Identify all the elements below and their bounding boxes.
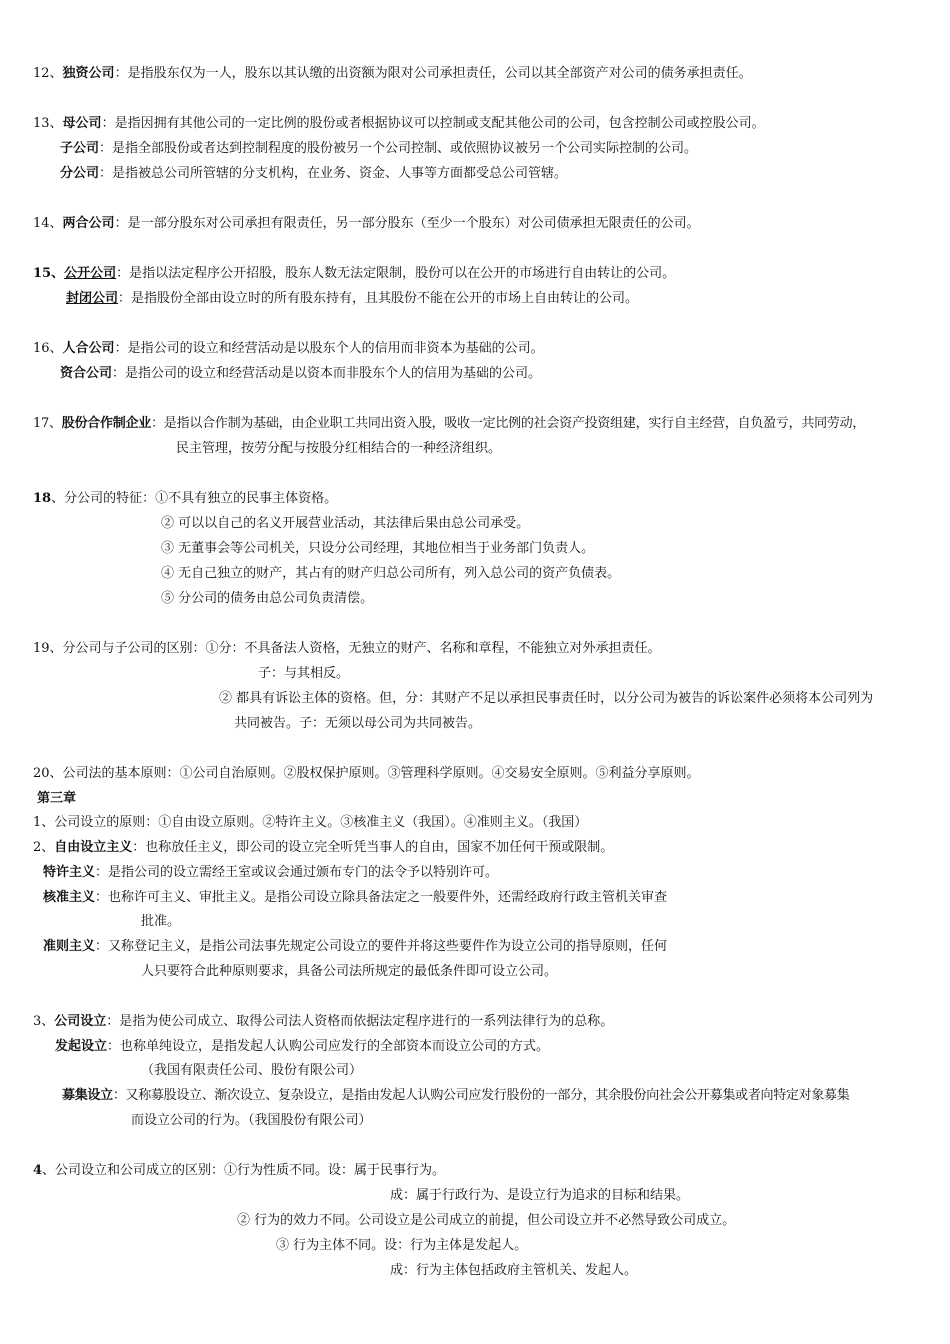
section-13-line-1 xyxy=(33,116,765,132)
definition-text: ：是指为使公司成立、取得公司法人资格而依据法定程序进行的一系列法律行为的总称。 xyxy=(106,1014,614,1029)
term-branch: 分公司 xyxy=(60,166,100,181)
chapter3-p3 xyxy=(33,1014,613,1030)
section-number: 16、 xyxy=(33,341,63,356)
definition-text: ：也称许可主义、审批主义。是指公司设立除具备法定之一般要件外，还需经政府行政主管机关审查 xyxy=(95,890,668,905)
term-person-company: 人合公司 xyxy=(62,341,115,356)
definition-text: ：也称单纯设立，是指发起人认购公司应发行的全部资本而设立公司的方式。 xyxy=(107,1039,550,1054)
definition-text: ：是指股份全部由设立时的所有股东持有，且其股份不能在公开的市场上自由转让的公司。 xyxy=(118,291,639,306)
term-promoter-establishment: 发起设立 xyxy=(55,1039,108,1054)
section-17-line-2: 民主管理，按劳分配与按股分红相结合的一种经济组织。 xyxy=(176,441,502,456)
term-norm-principle: 准则主义 xyxy=(43,939,96,954)
definition-text: ：是指公司的设立和经营活动是以资本而非股东个人的信用为基础的公司。 xyxy=(112,366,542,381)
term-capital-company: 资合公司 xyxy=(60,366,113,381)
chapter3-p4-line-3: ② 行为的效力不同。公司设立是公司成立的前提，但公司设立并不必然导致公司成立。 xyxy=(237,1213,736,1228)
chapter3-initiation-note: （我国有限责任公司、股份有限公司） xyxy=(141,1063,363,1078)
section-14-line xyxy=(33,216,700,232)
definition-text: 、公司设立和公司成立的区别：①行为性质不同。设：属于民事行为。 xyxy=(42,1163,446,1178)
section-number: 13、 xyxy=(33,116,63,131)
definition-text: ：又称登记主义，是指公司法事先规定公司设立的要件并将这些要件作为设立公司的指导原则，任何 xyxy=(95,939,668,954)
section-20-line: 20、公司法的基本原则：①公司自治原则。②股权保护原则。③管理科学原则。④交易安全原则。⑤利益分享原则。 xyxy=(33,766,700,781)
section-number: 17、 xyxy=(33,416,62,431)
section-16-line-1 xyxy=(33,341,544,357)
section-16-line-2 xyxy=(60,366,541,382)
chapter3-norm-line-1 xyxy=(43,939,667,955)
list-item: ③ 无董事会等公司机关，只设分公司经理，其地位相当于业务部门负责人。 xyxy=(161,541,595,556)
definition-text: ：是指全部股份或者达到控制程度的股份被另一个公司控制、或依照协议被另一个公司实际控制的公司。 xyxy=(99,141,698,156)
chapter3-norm-line-2: 人只要符合此种原则要求，具备公司法所规定的最低条件即可设立公司。 xyxy=(141,964,558,979)
term-free-establishment: 自由设立主义 xyxy=(54,840,133,855)
term-raising-establishment: 募集设立 xyxy=(62,1088,113,1103)
section-19-line-3: ② 都具有诉讼主体的资格。但，分：其财产不足以承担民事责任时，以分公司为被告的诉讼案件必须将本公司列为 xyxy=(219,691,874,706)
definition-text: ：是指公司的设立需经王室或议会通过颁布专门的法令予以特别许可。 xyxy=(95,865,499,880)
list-item: ⑤ 分公司的债务由总公司负责清偿。 xyxy=(161,591,374,606)
definition-text: ：是指股东仅为一人，股东以其认缴的出资额为限对公司承担责任，公司以其全部资产对公司的债务承担责任。 xyxy=(114,66,752,81)
chapter-title: 第三章 xyxy=(37,791,77,806)
chapter3-p4-line-1 xyxy=(33,1163,445,1179)
section-17-line-1 xyxy=(33,416,865,432)
section-18-line-1 xyxy=(33,491,337,507)
section-13-line-2 xyxy=(60,141,697,157)
term-joint-stock-coop: 股份合作制企业 xyxy=(61,416,152,431)
chapter3-p4-line-4: ③ 行为主体不同。设：行为主体是发起人。 xyxy=(276,1238,528,1253)
term-license-principle: 特许主义 xyxy=(43,865,96,880)
term-approval-principle: 核准主义 xyxy=(43,890,96,905)
chapter3-p4-line-2: 成：属于行政行为、是设立行为追求的目标和结果。 xyxy=(390,1188,690,1203)
chapter3-p4-line-5: 成：行为主体包括政府主管机关、发起人。 xyxy=(390,1263,638,1278)
section-19-line-2: 子：与其相反。 xyxy=(258,666,350,681)
section-number: 15、 xyxy=(33,266,65,281)
term-closed-company: 封闭公司 xyxy=(66,291,119,306)
definition-text: ：是指因拥有其他公司的一定比例的股份或者根据协议可以控制或支配其他公司的公司，包含控制公司或控股公司。 xyxy=(101,116,765,131)
section-15-line-2 xyxy=(66,291,638,307)
section-number: 2、 xyxy=(33,840,55,855)
section-number: 3、 xyxy=(33,1014,55,1029)
term-subsidiary: 子公司 xyxy=(60,141,100,156)
chapter3-approval-line-2: 批准。 xyxy=(141,914,181,929)
definition-text: ：也称放任主义，即公司的设立完全听凭当事人的自由，国家不加任何干预或限制。 xyxy=(132,840,614,855)
section-number: 18 xyxy=(33,491,52,506)
chapter3-raise-line-2: 而设立公司的行为。（我国股份有限公司） xyxy=(131,1113,372,1128)
section-number: 4 xyxy=(33,1163,43,1178)
section-19-line-1: 19、分公司与子公司的区别：①分：不具备法人资格，无独立的财产、名称和章程，不能独立对外承担责任。 xyxy=(33,641,661,656)
term-public-company: 公开公司 xyxy=(64,266,117,281)
definition-text: ：是指以合作制为基础，由企业职工共同出资入股，吸收一定比例的社会资产投资组建，实行自主经营，自负盈亏，共同劳动， xyxy=(151,416,866,431)
section-13-line-3 xyxy=(60,166,567,182)
chapter3-initiation-line xyxy=(55,1039,549,1055)
section-12-line xyxy=(33,66,752,82)
definition-text: ：是指被总公司所管辖的分支机构，在业务、资金、人事等方面都受总公司管辖。 xyxy=(99,166,568,181)
chapter3-raise-line-1 xyxy=(62,1088,849,1104)
chapter3-p2 xyxy=(33,840,613,856)
definition-text: ：又称募股设立、渐次设立、复杂设立，是指由发起人认购公司应发行股份的一部分，其余股份向社会公开募集或者向特定对象募集 xyxy=(112,1088,850,1103)
list-item: ② 可以以自己的名义开展营业活动，其法律后果由总公司承受。 xyxy=(161,516,530,531)
term-sole-company: 独资公司 xyxy=(62,66,115,81)
term-company-establishment: 公司设立 xyxy=(54,1014,107,1029)
term-parent-company: 母公司 xyxy=(62,116,102,131)
section-15-line-1 xyxy=(33,266,675,282)
section-number: 12、 xyxy=(33,66,63,81)
section-number: 14、 xyxy=(33,216,63,231)
definition-text: ：是指公司的设立和经营活动是以股东个人的信用而非资本为基础的公司。 xyxy=(114,341,544,356)
lead-text: 、分公司的特征：①不具有独立的民事主体资格。 xyxy=(51,491,338,506)
definition-text: ：是指以法定程序公开招股，股东人数无法定限制，股份可以在公开的市场进行自由转让的公司。 xyxy=(116,266,676,281)
chapter3-p1: 1、公司设立的原则：①自由设立原则。②特许主义。③核准主义（我国）。④准则主义。（我国） xyxy=(33,815,588,830)
chapter3-special-line xyxy=(43,865,498,881)
chapter3-approval-line-1 xyxy=(43,890,667,906)
list-item: ④ 无自己独立的财产，其占有的财产归总公司所有，列入总公司的资产负债表。 xyxy=(161,566,621,581)
definition-text: ：是一部分股东对公司承担有限责任，另一部分股东（至少一个股东）对公司债承担无限责任的公司。 xyxy=(114,216,700,231)
term-partnership-company: 两合公司 xyxy=(62,216,115,231)
section-19-line-4: 共同被告。子：无须以母公司为共同被告。 xyxy=(234,716,482,731)
